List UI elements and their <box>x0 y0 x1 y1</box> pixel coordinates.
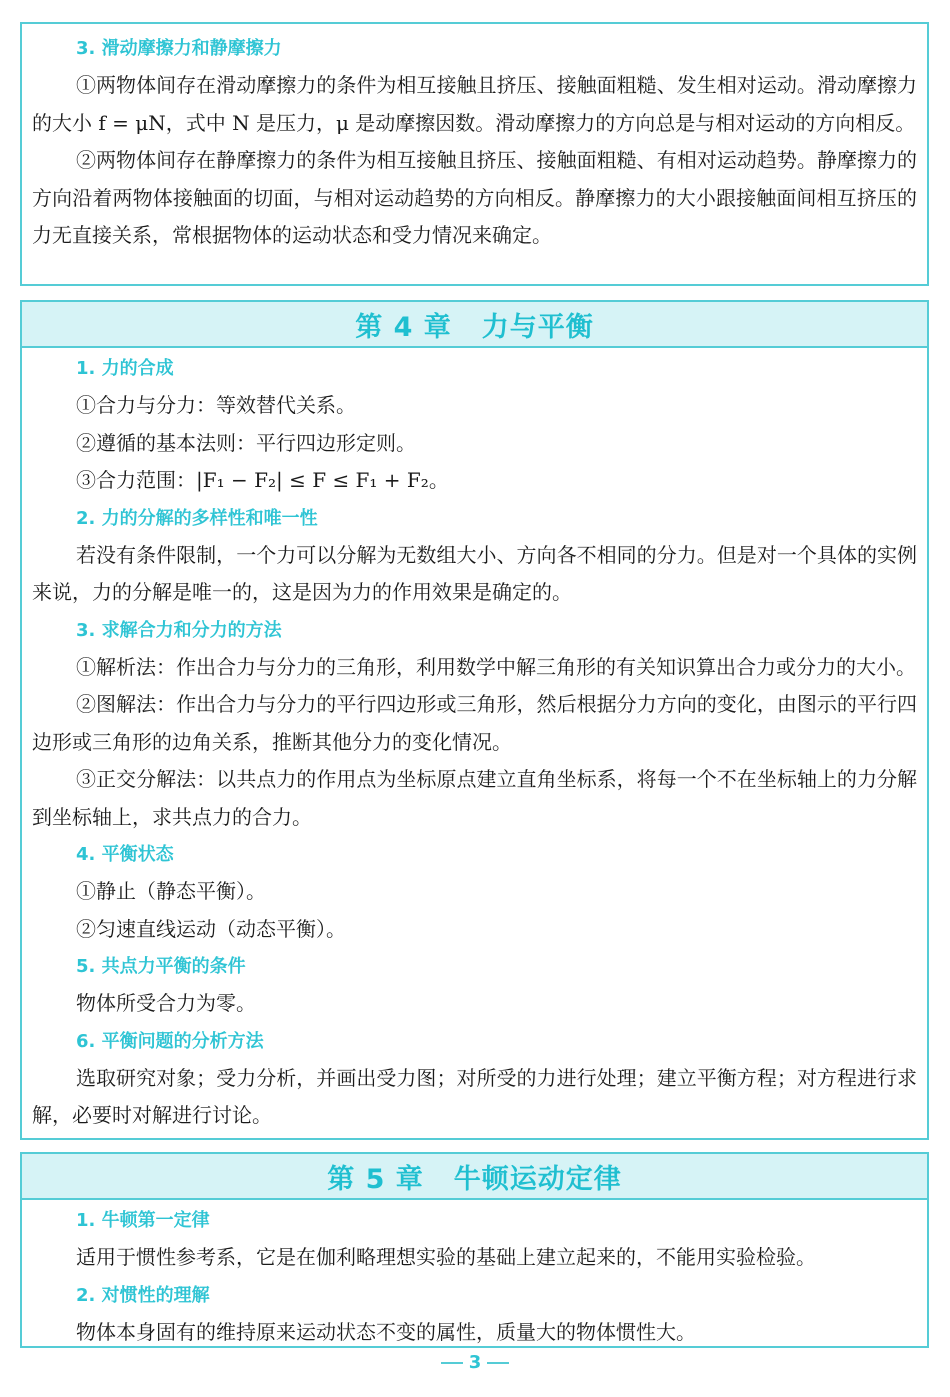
paragraph: ②匀速直线运动（动态平衡）。 <box>76 916 346 941</box>
page-number: 3 <box>468 1352 482 1373</box>
section-heading: 3. 求解合力和分力的方法 <box>76 619 282 641</box>
paragraph: 若没有条件限制，一个力可以分解为无数组大小、方向各不相同的分力。但是对一个具体的实例来说，力的分解是唯一的，这是因为力的作用效果是确定的。 <box>32 542 917 604</box>
paragraph: ①静止（静态平衡）。 <box>76 879 266 903</box>
section-heading: 6. 平衡问题的分析方法 <box>76 1030 264 1052</box>
paragraph: ①合力与分力：等效替代关系。 <box>76 393 356 417</box>
paragraph: ③正交分解法：以共点力的作用点为坐标原点建立直角坐标系，将每一个不在坐标轴上的力分解到坐标轴上，求共点力的合力。 <box>32 767 917 829</box>
paragraph: ②图解法：作出合力与分力的平行四边形或三角形，然后根据分力方向的变化，由图示的平行四边形或三角形的边角关系，推断其他分力的变化情况。 <box>32 692 917 754</box>
chapter-title: 牛顿运动定律 <box>453 1163 622 1195</box>
paragraph: 物体本身固有的维持原来运动状态不变的属性，质量大的物体惯性大。 <box>76 1319 696 1344</box>
chapter-box-5 <box>20 1152 929 1348</box>
section-heading: 5. 共点力平衡的条件 <box>76 956 246 977</box>
paragraph: ②两物体间存在静摩擦力的条件为相互接触且挤压、接触面粗糙、有相对运动趋势。静摩擦力的方向沿着两物体接触面的切面，与相对运动趋势的方向相反。静摩擦力的大小跟接触面间相互挤压的力无直接关系，常根据物体的运动状态和受力情况来确定。 <box>32 148 917 247</box>
chapter-title-bar <box>22 1154 927 1200</box>
section-heading: 4. 平衡状态 <box>76 844 174 865</box>
section-heading: 2. 力的分解的多样性和唯一性 <box>76 507 318 529</box>
paragraph: ③合力范围：|F₁ − F₂| ≤ F ≤ F₁ + F₂。 <box>76 468 449 492</box>
section-heading: 3. 滑动摩擦力和静摩擦力 <box>76 38 282 59</box>
chapter-number: 第 5 章 <box>327 1163 424 1195</box>
section-box-friction <box>20 22 929 286</box>
paragraph: 适用于惯性参考系，它是在伽利略理想实验的基础上建立起来的，不能用实验检验。 <box>76 1245 816 1269</box>
section-heading: 1. 力的合成 <box>76 358 174 379</box>
footer-dash <box>441 1362 463 1364</box>
paragraph: 物体所受合力为零。 <box>76 991 256 1015</box>
footer-dash <box>487 1362 509 1364</box>
paragraph: ②遵循的基本法则：平行四边形定则。 <box>76 430 416 455</box>
paragraph: 选取研究对象；受力分析，并画出受力图；对所受的力进行处理；建立平衡方程；对方程进行求解，必要时对解进行讨论。 <box>32 1065 917 1127</box>
paragraph: ①解析法：作出合力与分力的三角形，利用数学中解三角形的有关知识算出合力或分力的大小。 <box>76 654 916 679</box>
section-heading: 2. 对惯性的理解 <box>76 1284 210 1306</box>
chapter-number: 第 4 章 <box>355 311 452 343</box>
section-heading: 1. 牛顿第一定律 <box>76 1210 210 1231</box>
page-footer <box>0 1352 950 1373</box>
paragraph: ①两物体间存在滑动摩擦力的条件为相互接触且挤压、接触面粗糙、发生相对运动。滑动摩擦力的大小 f = μN，式中 N 是压力，μ 是动摩擦因数。滑动摩擦力的方向总是与相对运动的方向相反。 <box>32 73 917 135</box>
chapter-title-bar <box>22 302 927 348</box>
chapter-box-4 <box>20 300 929 1140</box>
chapter-title: 力与平衡 <box>481 311 594 343</box>
